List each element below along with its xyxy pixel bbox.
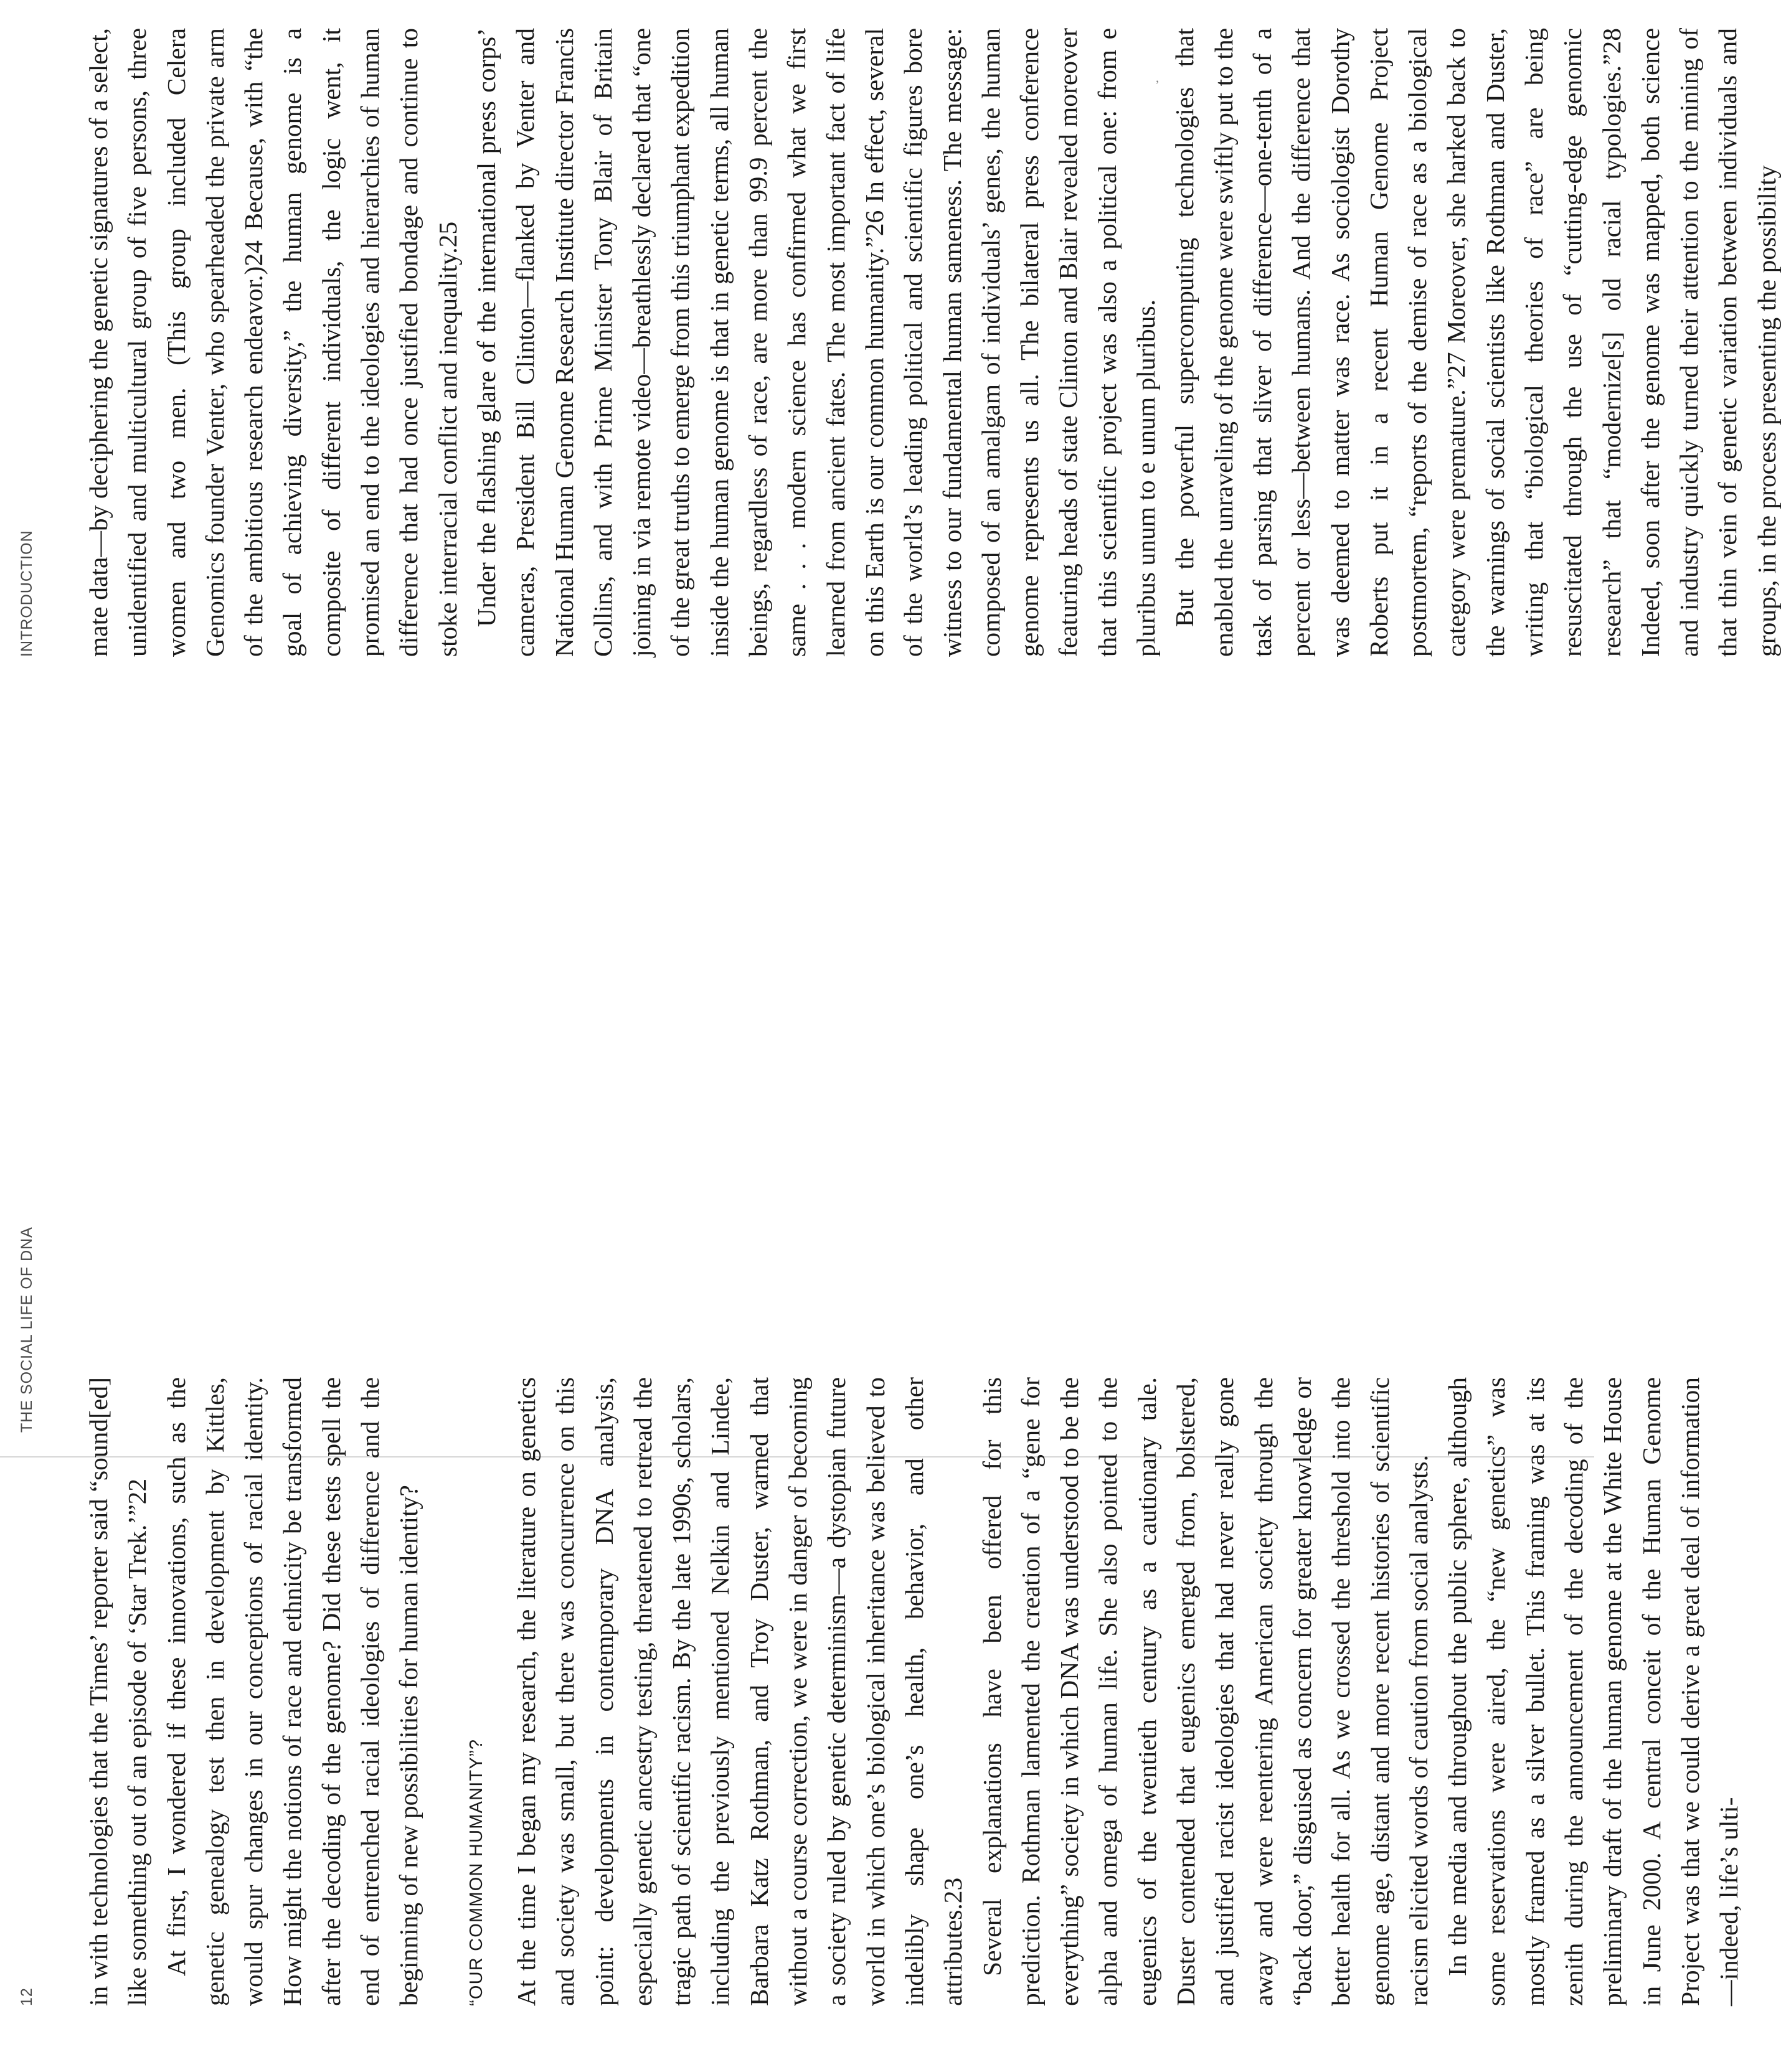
paragraph: But the powerful supercomputing technologies that enabled the unraveling of the genome were swiftly put to the task of parsing that sliver of difference—one-tenth of a percent or less—between humans. And the difference that was deemed to matter was race. As sociologist Dorothy Roberts put it in a recent Human Genome Project postmortem, “reports of the demise of race as a biological category were premature.”27 Moreover, she harked back to the warnings of social scientists like Rothman and Duster, writing that “biological theories of race” are being resuscitated through the use of “cutting-edge genomic research” that “modernize[s] old racial typologies.”28 Indeed, soon after the genome was mapped, both science and industry quickly turned their attention to the mining of that thin vein of genetic variation between individuals and groups, in the process presenting the possibility — [1170, 28, 1781, 657]
running-head: INTRODUCTION — [18, 530, 35, 657]
page-number: 12 — [18, 1987, 35, 2006]
paragraph: At the time I began my research, the literature on genetics and society was small, but there was concurrence on this point: developments in contemporary DNA analysis, especially genetic ancestry testing, threatened to retread the tragic path of scientific racism. By the late 1990s, scholars, including the previously mentioned Nelkin and Lindee, Barbara Katz Rothman, and Troy Duster, warned that without a course correction, we were in danger of becoming a society ruled by genetic determinism—a dystopian future world in which one’s biological inheritance was believed to indelibly shape one’s health, behavior, and other attributes.23 — [511, 1377, 968, 2006]
paragraph: Several explanations have been offered for this prediction. Rothman lamented the creation of a “gene for everything” society in which DNA was understood to be the alpha and omega of human life. She also pointed to the eugenics of the twentieth century as a cautionary tale. Duster contended that eugenics emerged from, bolstered, and justified racist ideologies that had never really gone away and were reentering American society through the “back door,” disguised as concern for greater knowledge or better health for all. As we crossed the threshold into the genome age, distant and more recent histories of scientific racism elicited words of caution from social analysts. — [977, 1377, 1433, 2006]
running-head: THE SOCIAL LIFE OF DNA — [18, 1227, 35, 1433]
paragraph: mate data—by deciphering the genetic signatures of a select, unidentified and multicultural group of five persons, three women and two men. (This group included Celera Genomics founder Venter, who spearheaded the private arm of the ambitious research endeavor.)24 Because, with “the goal of achieving diversity,” the human genome is a composite of different individuals, the logic went, it promised an end to the ideologies and hierarchies of human difference that had once justified bondage and continue to stoke interracial conflict and inequality.25 — [84, 28, 462, 657]
scan-mark: ʼ — [1155, 78, 1160, 92]
paragraph: Under the flashing glare of the international press corps’ cameras, President Bill Clinton—flanked by Venter and National Human Genome Research Institute director Francis Collins, and with Prime Minister Tony Blair of Britain joining in via remote video—breathlessly declared that “one of the great truths to emerge from this triumphant expedition inside the human genome is that in genetic terms, all human beings, regardless of race, are more than 99.9 percent the same . . . modern science has confirmed what we first learned from ancient fates. The most important fact of life on this Earth is our common humanity.”26 In effect, several of the world’s leading political and scientific figures bore witness to our fundamental human sameness. The message: composed of an amalgam of individuals’ genes, the human genome represents us all. The bilateral press conference featuring heads of state Clinton and Blair revealed moreover that this scientific project was also a political one: from e pluribus unum to e unum pluribus. — [471, 28, 1161, 657]
paragraph: At first, I wondered if these innovations, such as the genetic genealogy test then in development by Kittles, would spur changes in our conceptions of racial identity. How might the notions of race and ethnicity be transformed after the decoding of the genome? Did these tests spell the end of entrenched racial ideologies of difference and the beginning of new possibilities for human identity? — [161, 1377, 423, 2006]
paragraph: In the media and throughout the public sphere, although some reservations were aired, the “new genetics” was mostly framed as a silver bullet. This framing was at its zenith during the announcement of the decoding of the preliminary draft of the human genome at the White House in June 2000. A central conceit of the Human Genome Project was that we could derive a great deal of information—indeed, life’s ulti- — [1443, 1377, 1744, 2006]
left-page-body — [79, 1377, 1748, 2006]
section-heading: “OUR COMMON HUMANITY”? — [466, 1738, 486, 2006]
paragraph: in with technologies that the Times’ reporter said “sound[ed] like something out of an episode of ‘Star Trek.’”22 — [84, 1377, 152, 2006]
right-page-body — [79, 28, 1786, 657]
left-page-header — [7, 661, 35, 2006]
right-page-header — [7, 28, 35, 657]
